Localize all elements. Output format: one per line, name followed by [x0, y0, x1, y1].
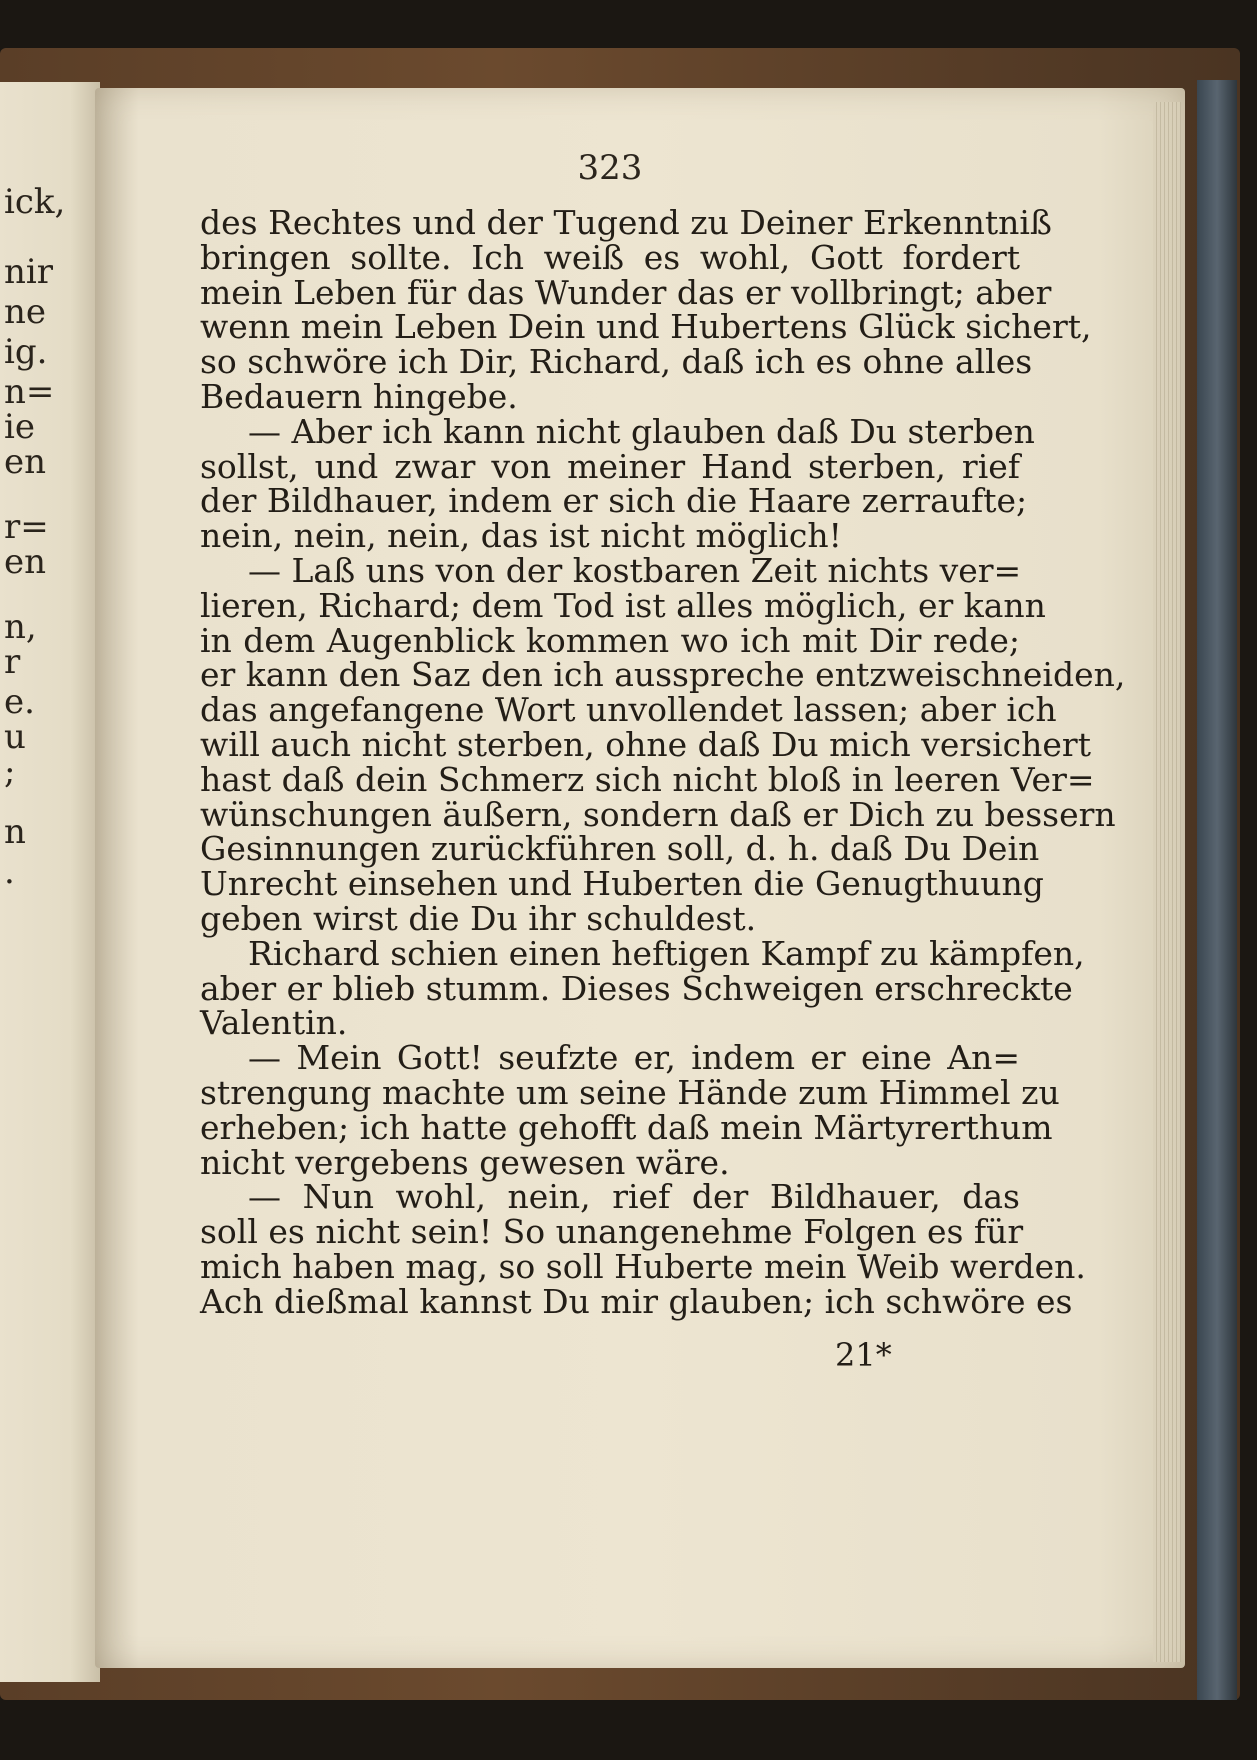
text-line: — Mein Gott! seufzte er, indem er eine An= — [248, 1038, 1020, 1078]
signature-mark: 21* — [835, 1336, 892, 1374]
left-page-fragment: . — [4, 852, 15, 892]
left-page — [0, 82, 100, 1682]
text-line: lieren, Richard; dem Tod ist alles möglich, er kann — [200, 585, 1046, 625]
left-page-fragment: en — [4, 442, 47, 482]
left-page-fragment: ig. — [4, 332, 48, 372]
text-line: nein, nein, nein, das ist nicht möglich! — [200, 516, 842, 556]
text-line: will auch nicht sterben, ohne daß Du mich versichert — [200, 724, 1091, 764]
text-line: wünschungen äußern, sondern daß er Dich zu bessern — [200, 794, 1116, 834]
left-page-fragment: nir — [4, 252, 54, 292]
text-line: wenn mein Leben Dein und Hubertens Glück sichert, — [200, 307, 1092, 347]
left-page-fragment: n — [4, 812, 26, 852]
text-line: geben wirst die Du ihr schuldest. — [200, 898, 757, 938]
text-line: mein Leben für das Wunder das er vollbringt; aber — [200, 272, 1052, 312]
text-line: bringen sollte. Ich weiß es wohl, Gott fordert — [200, 237, 1020, 277]
text-line: in dem Augenblick kommen wo ich mit Dir rede; — [200, 620, 1020, 660]
text-line: aber er blieb stumm. Dieses Schweigen erschreckte — [200, 968, 1073, 1008]
text-line: soll es nicht sein! So unangenehme Folgen es für — [200, 1212, 1024, 1252]
left-page-fragment: u — [4, 717, 26, 757]
left-page-fragment: ie — [4, 407, 35, 447]
left-page-fragment: n, — [4, 607, 37, 647]
page-edges — [1153, 102, 1181, 1662]
body-text — [200, 203, 1126, 1321]
text-line: er kann den Saz den ich ausspreche entzweischneiden, — [200, 655, 1126, 695]
left-page-fragment: ick, — [4, 182, 66, 222]
text-line: sollst, und zwar von meiner Hand sterben, rief — [200, 446, 1020, 486]
left-page-fragment: ; — [4, 752, 16, 792]
text-line: des Rechtes und der Tugend zu Deiner Erkenntniß — [200, 203, 1052, 242]
text-line: erheben; ich hatte gehofft daß mein Märtyrerthum — [200, 1107, 1053, 1147]
left-page-fragment: n= — [4, 372, 55, 412]
text-line: Ach dießmal kannst Du mir glauben; ich schwöre es — [200, 1281, 1073, 1321]
left-page-fragment: e. — [4, 682, 35, 722]
text-line: der Bildhauer, indem er sich die Haare zerraufte; — [200, 481, 1028, 521]
text-line: Valentin. — [200, 1003, 348, 1043]
text-line: das angefangene Wort unvollendet lassen; aber ich — [200, 690, 1057, 730]
text-line: so schwöre ich Dir, Richard, daß ich es ohne alles — [200, 342, 1033, 382]
left-page-fragment: ne — [4, 292, 47, 332]
text-line: Richard schien einen heftigen Kampf zu kämpfen, — [248, 933, 1085, 973]
left-page-fragment: r= — [4, 507, 49, 547]
page-number: 323 — [577, 148, 643, 188]
text-line: — Laß uns von der kostbaren Zeit nichts ver= — [248, 550, 1022, 590]
text-line: Gesinnungen zurückführen soll, d. h. daß Du Dein — [200, 829, 1040, 869]
left-page-fragment: en — [4, 542, 47, 582]
text-line: hast daß dein Schmerz sich nicht bloß in leeren Ver= — [200, 759, 1095, 799]
text-line: — Aber ich kann nicht glauben daß Du sterben — [248, 411, 1035, 451]
text-line: nicht vergebens gewesen wäre. — [200, 1142, 730, 1182]
text-line: strengung machte um seine Hände zum Himmel zu — [200, 1072, 1060, 1112]
text-line: — Nun wohl, nein, rief der Bildhauer, das — [248, 1177, 1020, 1217]
book-edge — [1197, 80, 1237, 1700]
text-line: mich haben mag, so soll Huberte mein Weib werden. — [200, 1246, 1086, 1286]
right-page — [95, 88, 1185, 1668]
text-line: Bedauern hingebe. — [200, 376, 518, 416]
left-page-fragment: r — [4, 642, 21, 682]
text-line: Unrecht einsehen und Huberten die Genugthuung — [200, 864, 1044, 904]
